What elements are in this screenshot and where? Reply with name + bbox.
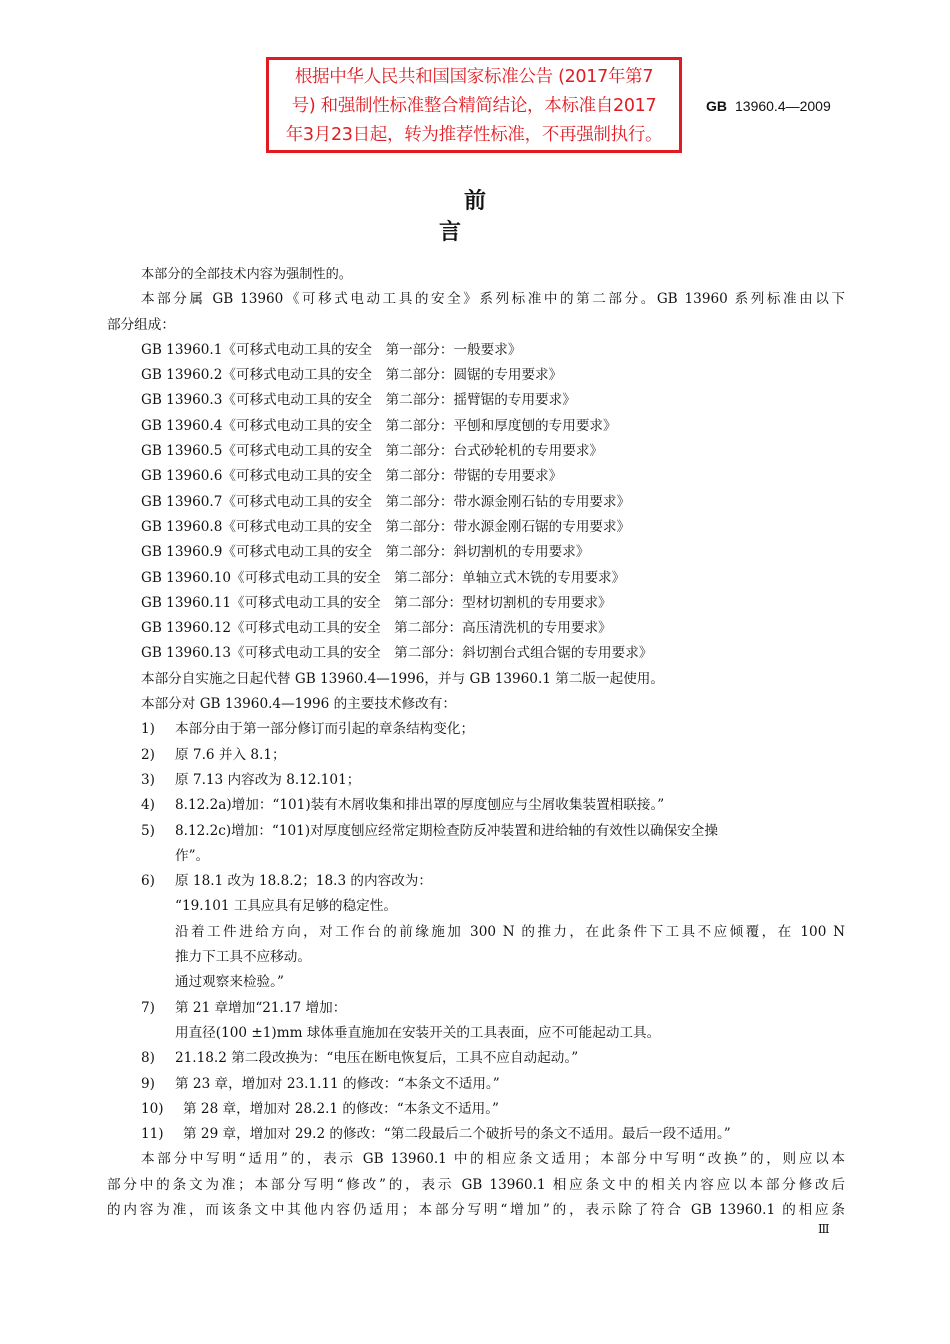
page-number: Ⅲ: [818, 1222, 830, 1236]
change-text: 原 7.6 并入 8.1；: [175, 746, 286, 763]
change-text-continuation: 作”。: [175, 847, 210, 864]
notice-line: 根据中华人民共和国国家标准公告 (2017年第7: [294, 67, 654, 87]
part-list-item: GB 13960.11《可移式电动工具的安全 第二部分：型材切割机的专用要求》: [141, 594, 612, 611]
quoted-clause-line: 通过观察来检验。”: [175, 974, 284, 991]
change-text: 21.18.2 第二段改换为：“电压在断电恢复后，工具不应自动起动。”: [175, 1050, 579, 1067]
part-list-item: GB 13960.13《可移式电动工具的安全 第二部分：斜切割台式组合锯的专用要求》: [141, 645, 653, 662]
change-text: 本部分由于第一部分修订而引起的章条结构变化；: [175, 721, 475, 738]
quoted-clause-line: “19.101 工具应具有足够的稳定性。: [175, 898, 397, 915]
change-number: 6): [141, 873, 155, 890]
change-text: 第 23 章，增加对 23.1.11 的修改：“本条文不适用。”: [175, 1075, 500, 1092]
closing-paragraph-line: 部分中的条文为准；本部分写明“修改”的，表示 GB 13960.1 相应条文中的相关内容应以本部分修改后: [107, 1176, 845, 1193]
change-text: 第 29 章，增加对 29.2 的修改：“第二段最后二个破折号的条文不适用。最后一段不适用。”: [183, 1126, 731, 1143]
change-number: 7): [141, 999, 155, 1016]
notice-line: 号) 和强制性标准整合精简结论，本标准自2017: [291, 96, 657, 116]
part-list-item: GB 13960.4《可移式电动工具的安全 第二部分：平刨和厚度刨的专用要求》: [141, 417, 617, 434]
change-number: 5): [141, 822, 155, 839]
change-item: [107, 869, 845, 894]
change-number: 4): [141, 797, 155, 814]
change-item: [107, 1046, 845, 1071]
preface-body: [107, 262, 845, 1223]
change-text: 8.12.2c)增加：“101)对厚度刨应经常定期检查防反冲装置和进给轴的有效性以确保安全操: [175, 822, 718, 839]
change-text: 8.12.2a)增加：“101)装有木屑收集和排出罩的厚度刨应与尘屑收集装置相联接。”: [175, 797, 665, 814]
standard-prefix: GB: [706, 98, 727, 114]
change-text: 原 7.13 内容改为 8.12.101；: [175, 771, 361, 788]
change-item: [107, 793, 845, 818]
change-number: 10): [141, 1100, 164, 1117]
part-list-item: GB 13960.2《可移式电动工具的安全 第二部分：圆锯的专用要求》: [141, 367, 563, 384]
intro-paragraph-line: 本部分属 GB 13960《可移式电动工具的安全》系列标准中的第二部分。GB 13960 系列标准由以下: [141, 291, 845, 308]
change-item: [107, 743, 845, 768]
part-list-item: GB 13960.12《可移式电动工具的安全 第二部分：高压清洗机的专用要求》: [141, 620, 612, 637]
change-item: [107, 768, 845, 793]
change-number: 1): [141, 721, 155, 738]
change-number: 3): [141, 771, 155, 788]
change-text: 第 28 章，增加对 28.2.1 的修改：“本条文不适用。”: [183, 1100, 500, 1117]
changes-intro: 本部分对 GB 13960.4—1996 的主要技术修改有：: [141, 696, 456, 713]
change-number: 8): [141, 1050, 155, 1067]
change-item: [107, 1122, 845, 1147]
part-list-item: GB 13960.7《可移式电动工具的安全 第二部分：带水源金刚石钻的专用要求》: [141, 493, 631, 510]
notice-line: 年3月23日起，转为推荐性标准，不再强制执行。: [285, 125, 663, 145]
quoted-clause-line: 用直径(100 ±1)mm 球体垂直施加在安装开关的工具表面，应不可能起动工具。: [175, 1024, 661, 1041]
change-number: 2): [141, 746, 155, 763]
change-text: 第 21 章增加“21.17 增加：: [175, 999, 347, 1016]
change-item: [107, 1072, 845, 1097]
change-item: [107, 996, 845, 1021]
intro-paragraph-line: 部分组成：: [107, 316, 175, 333]
change-text: 原 18.1 改为 18.8.2；18.3 的内容改为：: [175, 873, 432, 890]
quoted-clause-line: 推力下工具不应移动。: [175, 949, 311, 966]
part-list-item: GB 13960.8《可移式电动工具的安全 第二部分：带水源金刚石锯的专用要求》: [141, 518, 631, 535]
standard-number: 13960.4—2009: [735, 98, 831, 114]
page-title: 前言: [438, 189, 536, 245]
change-item: [107, 1097, 845, 1122]
part-list-item: GB 13960.1《可移式电动工具的安全 第一部分：一般要求》: [141, 341, 522, 358]
replaces-statement: 本部分自实施之日起代替 GB 13960.4—1996，并与 GB 13960.1 第二版一起使用。: [141, 670, 664, 687]
closing-paragraph-line: 本部分中写明“适用”的，表示 GB 13960.1 中的相应条文适用；本部分中写明“改换”的，则应以本: [141, 1151, 845, 1168]
part-list-item: GB 13960.3《可移式电动工具的安全 第二部分：摇臂锯的专用要求》: [141, 392, 576, 409]
part-list-item: GB 13960.10《可移式电动工具的安全 第二部分：单轴立式木铣的专用要求》: [141, 569, 626, 586]
quoted-clause-line: 沿着工件进给方向，对工作台的前缘施加 300 N 的推力，在此条件下工具不应倾覆，在 100 N: [175, 923, 845, 940]
part-list-item: GB 13960.9《可移式电动工具的安全 第二部分：斜切割机的专用要求》: [141, 544, 590, 561]
part-list-item: GB 13960.6《可移式电动工具的安全 第二部分：带锯的专用要求》: [141, 468, 563, 485]
change-number: 9): [141, 1075, 155, 1092]
mandatory-notice-box: [266, 57, 682, 153]
change-number: 11): [141, 1126, 164, 1143]
part-list-item: GB 13960.5《可移式电动工具的安全 第二部分：台式砂轮机的专用要求》: [141, 443, 604, 460]
closing-paragraph-line: 的内容为准，而该条文中其他内容仍适用；本部分写明“增加”的，表示除了符合 GB 13960.1 的相应条: [107, 1201, 845, 1218]
change-item: [107, 717, 845, 742]
standard-code: [706, 98, 831, 114]
mandatory-statement: 本部分的全部技术内容为强制性的。: [141, 267, 352, 282]
change-item: [107, 819, 845, 844]
